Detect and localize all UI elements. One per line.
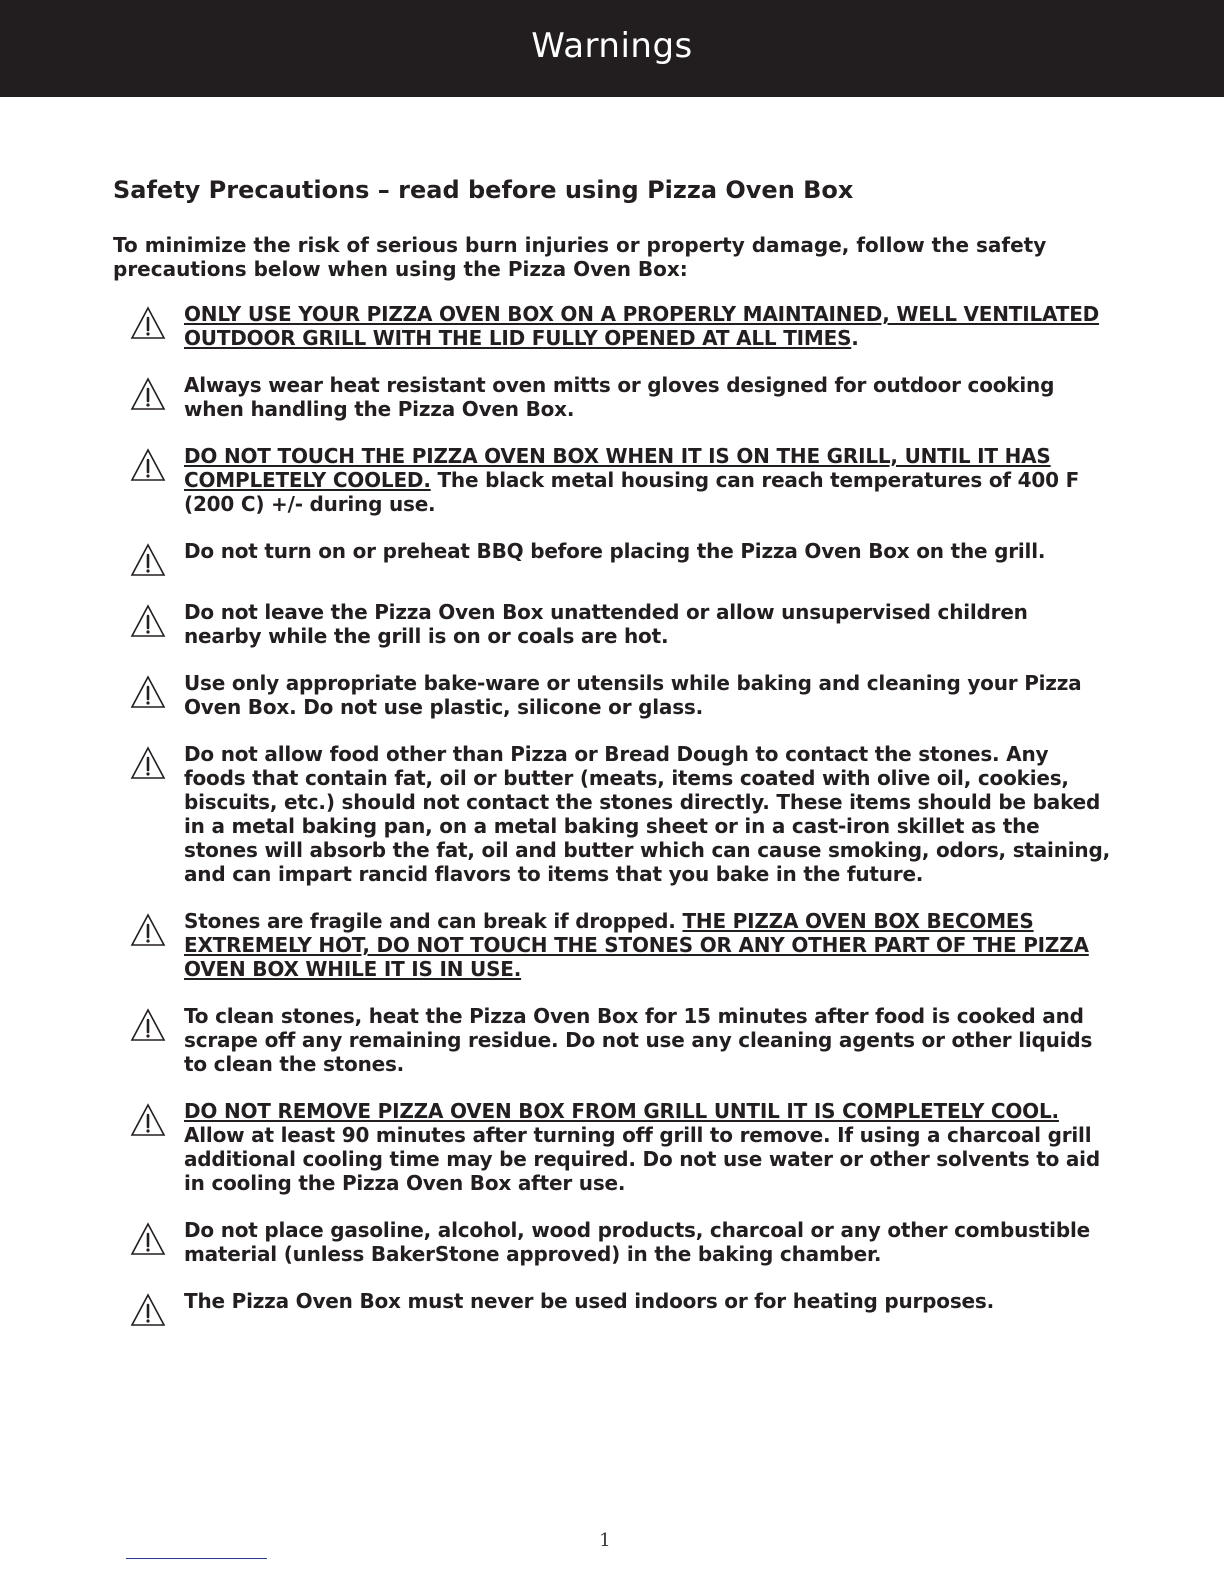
section-heading: Safety Precautions – read before using Pizza Oven Box <box>113 176 854 204</box>
warning-triangle-icon <box>130 1103 166 1137</box>
warning-item <box>130 1218 1110 1266</box>
warning-triangle-icon <box>130 1008 166 1042</box>
warning-emphasis: DO NOT TOUCH THE PIZZA OVEN BOX WHEN IT IS ON THE GRILL, UNTIL IT HAS COMPLETELY COOLED. <box>184 444 1051 492</box>
warning-item <box>130 600 1110 648</box>
warning-item <box>130 742 1110 886</box>
warning-text <box>184 600 1110 648</box>
warning-text <box>184 742 1110 886</box>
warning-text <box>184 671 1110 719</box>
warning-body: Do not turn on or preheat BBQ before placing the Pizza Oven Box on the grill. <box>184 539 1046 563</box>
warning-emphasis: DO NOT REMOVE PIZZA OVEN BOX FROM GRILL UNTIL IT IS COMPLETELY COOL. <box>184 1099 1059 1123</box>
warning-emphasis: THE PIZZA OVEN BOX BECOMES EXTREMELY HOT, DO NOT TOUCH THE STONES OR ANY OTHER PART OF THE PIZZA OVEN BOX WHILE IT IS IN USE. <box>184 909 1089 981</box>
warning-triangle-icon <box>130 746 166 780</box>
warning-item <box>130 539 1110 577</box>
warning-triangle-icon <box>130 306 166 340</box>
warning-body: Allow at least 90 minutes after turning off grill to remove. If using a charcoal grill additional cooling time may be required. Do not use water or other solvents to aid in cooling the Pizza Oven Box after use. <box>184 1123 1100 1195</box>
warning-body: Stones are fragile and can break if dropped. <box>184 909 683 933</box>
warning-body: Do not place gasoline, alcohol, wood products, charcoal or any other combustible material (unless BakerStone approved) in the baking chamber. <box>184 1218 1090 1266</box>
warning-triangle-icon <box>130 1222 166 1256</box>
intro-paragraph: To minimize the risk of serious burn injuries or property damage, follow the safety precautions below when using the Pizza Oven Box: <box>113 233 1047 281</box>
warning-text <box>184 539 1110 563</box>
warning-item <box>130 302 1110 350</box>
warning-list <box>130 302 1110 1350</box>
warning-text <box>184 302 1110 350</box>
header-bar <box>0 0 1224 97</box>
page-title: Warnings <box>531 26 693 66</box>
warning-text <box>184 1099 1110 1195</box>
warning-text <box>184 444 1110 516</box>
warning-item <box>130 1099 1110 1195</box>
warning-triangle-icon <box>130 1293 166 1327</box>
warning-item <box>130 1289 1110 1327</box>
warning-item <box>130 373 1110 421</box>
warning-body: The black metal housing can reach temperatures of 400 F (200 C) +/- during use. <box>184 468 1080 516</box>
warning-item <box>130 444 1110 516</box>
warning-text <box>184 909 1110 981</box>
warning-body: To clean stones, heat the Pizza Oven Box for 15 minutes after food is cooked and scrape off any remaining residue. Do not use any cleaning agents or other liquids to clean the stones. <box>184 1004 1093 1076</box>
warning-emphasis: ONLY USE YOUR PIZZA OVEN BOX ON A PROPERLY MAINTAINED, WELL VENTILATED OUTDOOR GRILL WITH THE LID FULLY OPENED AT ALL TIMES <box>184 302 1100 350</box>
warning-text <box>184 373 1110 421</box>
warning-triangle-icon <box>130 543 166 577</box>
warning-text <box>184 1289 1110 1313</box>
warning-item <box>130 909 1110 981</box>
warning-item <box>130 1004 1110 1076</box>
warning-text <box>184 1004 1110 1076</box>
warning-text <box>184 1218 1110 1266</box>
warning-triangle-icon <box>130 604 166 638</box>
footer-rule <box>126 1558 267 1559</box>
warning-item <box>130 671 1110 719</box>
warning-triangle-icon <box>130 913 166 947</box>
warning-body: Do not leave the Pizza Oven Box unattended or allow unsupervised children nearby while the grill is on or coals are hot. <box>184 600 1028 648</box>
warning-body: Always wear heat resistant oven mitts or gloves designed for outdoor cooking when handling the Pizza Oven Box. <box>184 373 1055 421</box>
warning-body: The Pizza Oven Box must never be used indoors or for heating purposes. <box>184 1289 995 1313</box>
warning-body: . <box>851 326 859 350</box>
warning-triangle-icon <box>130 675 166 709</box>
warning-triangle-icon <box>130 377 166 411</box>
warning-triangle-icon <box>130 448 166 482</box>
warning-body: Use only appropriate bake-ware or utensils while baking and cleaning your Pizza Oven Box. Do not use plastic, silicone or glass. <box>184 671 1082 719</box>
warning-body: Do not allow food other than Pizza or Bread Dough to contact the stones. Any foods that contain fat, oil or butter (meats, items coated with olive oil, cookies, biscuits, etc.) should not contact the stones directly. These items should be baked in a metal baking pan, on a metal baking sheet or in a cast-iron skillet as the stones will absorb the fat, oil and butter which can cause smoking, odors, staining, and can impart rancid flavors to items that you bake in the future. <box>184 742 1110 886</box>
page-number: 1 <box>599 1530 611 1551</box>
